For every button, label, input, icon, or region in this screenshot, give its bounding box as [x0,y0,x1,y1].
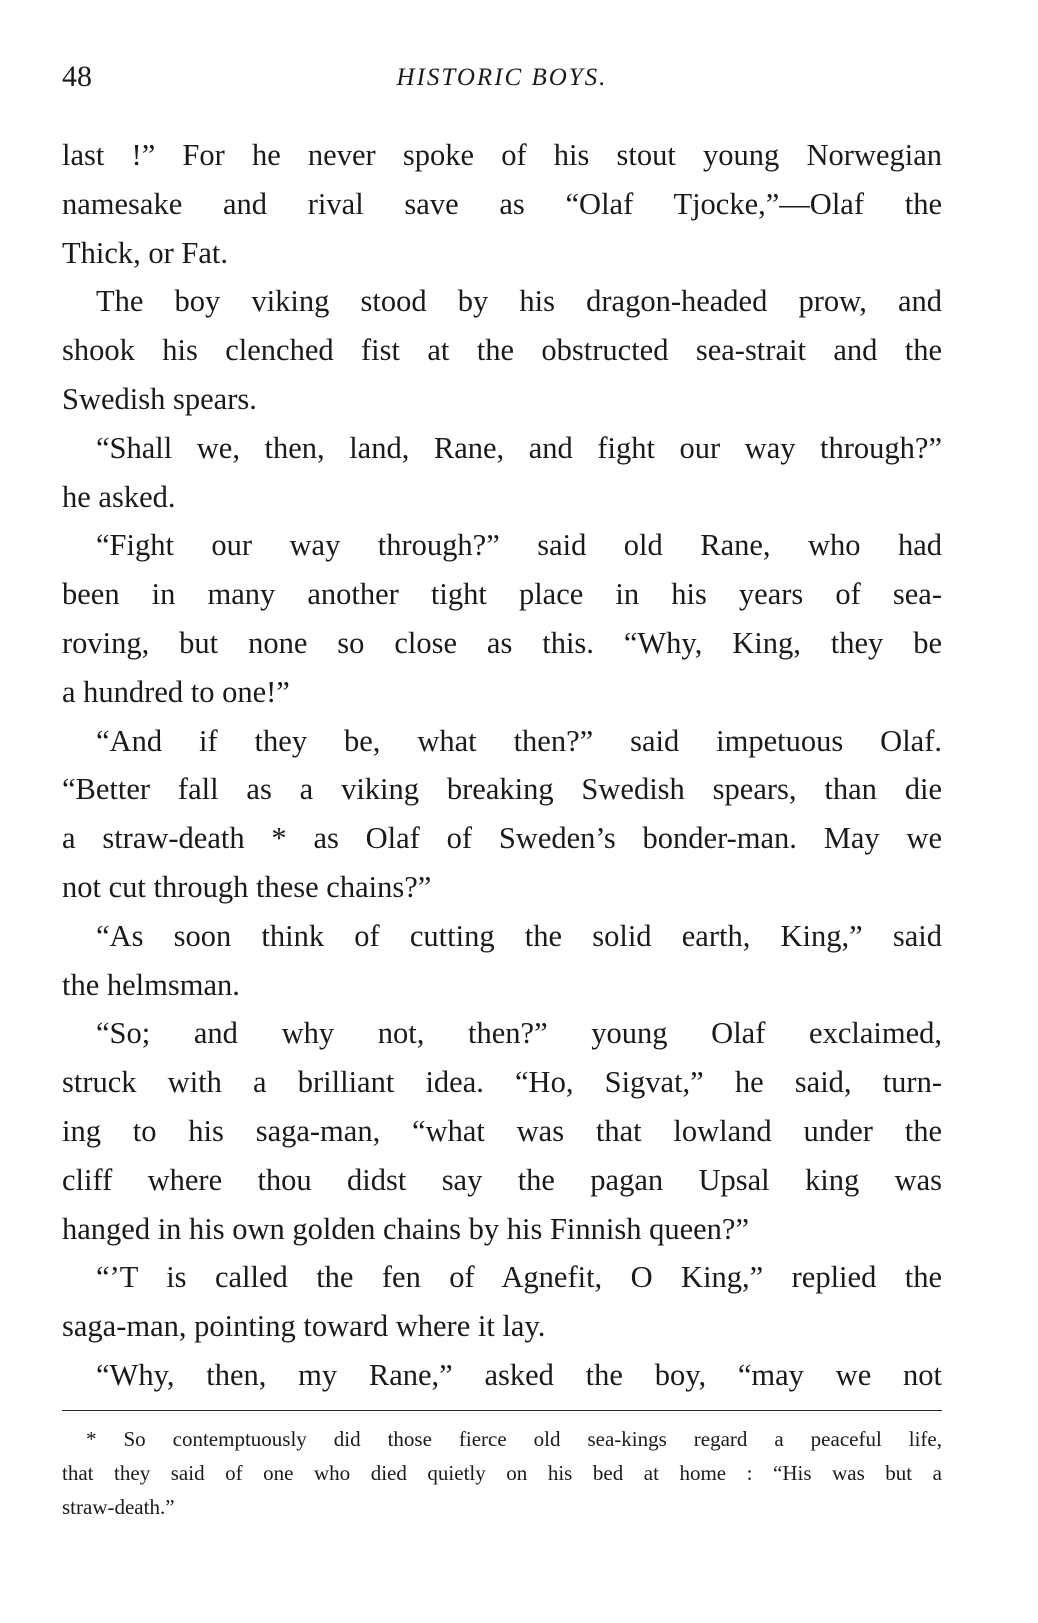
text-line: Thick, or Fat. [62,235,229,270]
text-line: cliff where thou didst say the pagan Upsal king was [62,1162,942,1197]
footnote-divider [62,1410,942,1411]
footnote-line: * So contemptuously did those fierce old sea-kings regard a peaceful life, [86,1427,942,1451]
text-line: hanged in his own golden chains by his Finnish queen?” [62,1211,749,1246]
text-line: The boy viking stood by his dragon-headed prow, and [96,284,942,319]
text-line: “And if they be, what then?” said impetuous Olaf. [96,723,942,758]
text-line: “Why, then, my Rane,” asked the boy, “may we not [96,1357,942,1392]
text-line: he asked. [62,479,176,514]
text-line: last !” For he never spoke of his stout young Norwegian [62,138,942,172]
footnote-line: straw-death.” [62,1495,175,1519]
text-line: been in many another tight place in his years of sea- [62,577,942,612]
text-line: the helmsman. [62,967,240,1002]
text-line: a hundred to one!” [62,674,290,709]
body-text [62,131,942,1400]
running-title: HISTORIC BOYS. [396,64,608,91]
text-line: Swedish spears. [62,381,257,416]
page-header [62,60,942,100]
page-number: 48 [62,60,92,93]
footnote [62,1422,942,1524]
text-line: ing to his saga-man, “what was that lowland under the [62,1113,942,1148]
text-line: “Fight our way through?” said old Rane, who had [96,528,942,563]
text-line: “As soon think of cutting the solid earth, King,” said [96,918,942,953]
text-line: shook his clenched fist at the obstructed sea-strait and the [62,333,942,368]
text-line: namesake and rival save as “Olaf Tjocke,”—Olaf the [62,186,942,221]
text-line: not cut through these chains?” [62,869,432,904]
text-line: “Shall we, then, land, Rane, and fight our way through?” [96,430,942,465]
text-line: “Better fall as a viking breaking Swedish spears, than die [62,772,942,807]
text-line: “’T is called the fen of Agnefit, O King,” replied the [96,1260,942,1295]
text-line: saga-man, pointing toward where it lay. [62,1309,546,1344]
text-line: a straw-death * as Olaf of Sweden’s bonder-man. May we [62,821,942,856]
footnote-line: that they said of one who died quietly on his bed at home : “His was but a [62,1461,942,1485]
text-line: “So; and why not, then?” young Olaf exclaimed, [96,1016,942,1051]
text-line: struck with a brilliant idea. “Ho, Sigvat,” he said, turn- [62,1065,942,1100]
text-line: roving, but none so close as this. “Why, King, they be [62,625,942,660]
